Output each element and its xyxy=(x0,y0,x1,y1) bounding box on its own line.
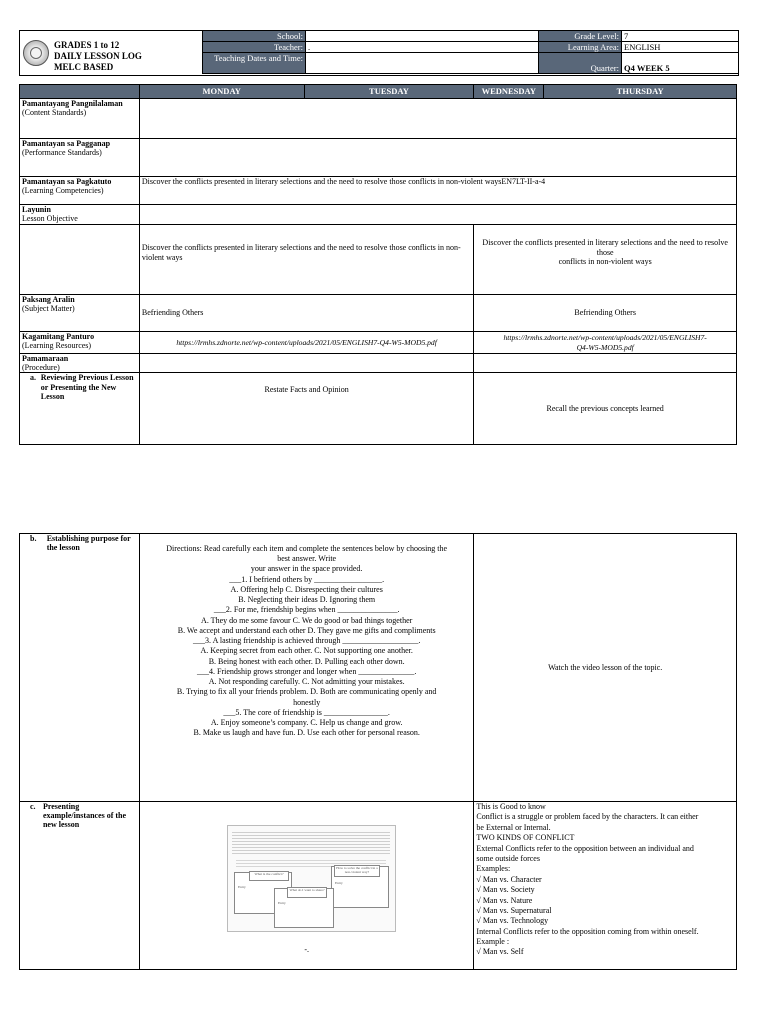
objective-line: Discover the conflicts presented in literary selections and the need to resolve those xyxy=(482,238,728,257)
label-sub: (Learning Competencies) xyxy=(22,186,104,196)
teacher-label: Teacher: xyxy=(203,42,306,53)
label-main: Pamamaraan xyxy=(22,354,69,363)
item-text: Establishing purpose for the lesson xyxy=(46,534,131,553)
directions-line: your answer in the space provided. xyxy=(250,564,363,574)
notes-line: √ Man vs. Society xyxy=(476,885,535,895)
title-line: MELC BASED xyxy=(54,61,114,72)
dates-label: Teaching Dates and Time: xyxy=(203,53,306,74)
solve-entry: Entry xyxy=(335,881,343,885)
presenting-wed-thu xyxy=(474,802,737,970)
choice-line: A. Offering help C. Disrespecting their cultures xyxy=(230,584,383,594)
solve-question: How to solve the conflict in a non-violent way? xyxy=(334,865,380,877)
content-standards-cell xyxy=(139,99,736,139)
choice-line: honestly xyxy=(293,697,321,707)
conflict-question: What is the conflict? xyxy=(249,871,289,881)
choice-line: A. They do me some favour C. We do good or bad things together xyxy=(201,615,413,625)
row-label-subject xyxy=(20,295,140,332)
quarter-value: Q4 WEEK 5 xyxy=(622,53,739,74)
purpose-mon-tue xyxy=(139,534,473,802)
subject-mon-tue: Befriending Others xyxy=(139,295,473,332)
choice-line: B. Make us laugh and have fun. D. Use each other for personal reason. xyxy=(193,728,420,738)
notes-line: √ Man vs. Self xyxy=(476,947,524,957)
notes-line: √ Man vs. Supernatural xyxy=(476,905,552,915)
notes-line: TWO KINDS OF CONFLICT xyxy=(476,833,575,843)
label-main: Layunin xyxy=(22,205,51,214)
choice-line: B. Neglecting their ideas D. Ignoring them xyxy=(238,595,376,605)
item-text: Reviewing Previous Lesson or Presenting the New Lesson xyxy=(40,373,134,401)
procedure-item xyxy=(22,802,137,830)
directions-line: Directions: Read carefully each item and complete the sentences below by choosing the xyxy=(166,544,448,553)
objective-header-cell xyxy=(139,205,736,225)
grade-label: Grade Level: xyxy=(539,31,622,42)
label-sub: (Subject Matter) xyxy=(22,304,75,314)
solve-box xyxy=(331,866,389,908)
share-box xyxy=(274,888,334,928)
day-header-tuesday: TUESDAY xyxy=(304,85,474,99)
school-label: School: xyxy=(203,31,306,42)
dates-value xyxy=(306,53,539,74)
document-title xyxy=(54,40,142,73)
subject-wed-thu: Befriending Others xyxy=(474,295,737,332)
notes-line: Conflict is a struggle or problem faced by the characters. It can either xyxy=(476,812,699,822)
row-label-purpose xyxy=(20,534,140,802)
notes-line: √ Man vs. Character xyxy=(476,874,542,884)
worksheet-image xyxy=(227,825,396,932)
grade-value: 7 xyxy=(622,31,739,42)
teacher-value: . xyxy=(306,42,539,53)
procedure-wed-thu xyxy=(474,354,737,373)
purpose-wed-thu: Watch the video lesson of the topic. xyxy=(474,534,737,802)
quarter-label: Quarter: xyxy=(539,53,622,74)
row-label-objective xyxy=(20,205,140,225)
item-text: Presenting example/instances of the new lesson xyxy=(42,802,127,830)
label-main: Pamantayan sa Pagganap xyxy=(22,139,111,148)
choice-line: A. Keeping secret from each other. C. Not supporting one another. xyxy=(200,646,413,656)
directions-line: best answer. Write xyxy=(277,554,337,564)
choice-line: A. Not responding carefully. C. Not admitting your mistakes. xyxy=(208,677,405,687)
row-label-presenting xyxy=(20,802,140,970)
notes-line: √ Man vs. Technology xyxy=(476,916,549,926)
row-label-competencies xyxy=(20,177,140,205)
day-header-wednesday: WEDNESDAY xyxy=(474,85,544,99)
notes-line: √ Man vs. Nature xyxy=(476,895,533,905)
label-main: Pamantayan sa Pagkatuto xyxy=(22,177,112,186)
objective-wed-thu xyxy=(474,225,737,295)
label-main: Kagamitang Panturo xyxy=(22,332,95,341)
label-main: Paksang Aralin xyxy=(22,295,75,304)
row-label-performance-standards xyxy=(20,139,140,177)
performance-standards-cell xyxy=(139,139,736,177)
competencies-cell: Discover the conflicts presented in literary selections and the need to resolve those conflicts in non-violent waysEN7LT-II-a-4 xyxy=(139,177,736,205)
link-line: https://lrmhs.zdnorte.net/wp-content/uploads/2021/05/ENGLISH7- xyxy=(503,333,707,343)
notes-line: some outside forces xyxy=(476,853,540,863)
objective-spacer xyxy=(20,225,140,295)
label-sub: Lesson Objective xyxy=(22,214,78,224)
label-sub: (Learning Resources) xyxy=(22,341,92,351)
worksheet-instructions xyxy=(232,830,390,856)
procedure-item xyxy=(22,534,137,552)
objective-mon-tue: Discover the conflicts presented in literary selections and the need to resolve those conflicts in non-violent ways xyxy=(139,225,473,295)
notes-line: be External or Internal. xyxy=(476,822,551,832)
item-letter: c. xyxy=(30,802,36,811)
question-line: ___3. A lasting friendship is achieved through ___________________. xyxy=(193,636,421,646)
review-mon-tue: Restate Facts and Opinion xyxy=(139,373,473,445)
title-line: GRADES 1 to 12 xyxy=(54,40,120,50)
label-sub: (Performance Standards) xyxy=(22,148,102,158)
review-wed-thu: Recall the previous concepts learned xyxy=(474,373,737,445)
item-letter: a. xyxy=(30,373,36,383)
choice-line: B. Trying to fix all your friends problem. D. Both are communicating openly and xyxy=(176,687,437,697)
label-main: Pamantayang Pangnilalaman xyxy=(22,99,123,108)
lesson-log-table-1 xyxy=(19,84,737,445)
area-value: ENGLISH xyxy=(622,42,739,53)
notes-line: Internal Conflicts refer to the opposition coming from within oneself. xyxy=(476,926,699,936)
share-entry: Entry xyxy=(278,901,286,905)
resources-mon-tue-link[interactable]: https://lrmhs.zdnorte.net/wp-content/uploads/2021/05/ENGLISH7-Q4-W5-MOD5.pdf xyxy=(139,332,473,354)
share-question: What do I want to share? xyxy=(287,887,327,898)
title-line: DAILY LESSON LOG xyxy=(54,50,142,61)
school-value xyxy=(306,31,539,42)
row-label-resources xyxy=(20,332,140,354)
link-line: Q4-W5-MOD5.pdf xyxy=(576,342,634,352)
label-sub: (Procedure) xyxy=(22,363,60,373)
day-header-thursday: THURSDAY xyxy=(544,85,737,99)
objective-line: conflicts in non-violent ways xyxy=(558,257,652,267)
question-line: ___1. I befriend others by _________________. xyxy=(229,574,385,584)
corner-cell xyxy=(20,85,140,99)
deped-seal-icon xyxy=(23,40,49,66)
procedure-mon-tue xyxy=(139,354,473,373)
header-info-table xyxy=(202,30,739,74)
day-header-monday: MONDAY xyxy=(139,85,304,99)
question-line: ___5. The core of friendship is ________________. xyxy=(223,707,390,717)
conflict-entry: Entry xyxy=(238,885,246,889)
area-label: Learning Area: xyxy=(539,42,622,53)
choice-line: B. Being honest with each other. D. Pulling each other down. xyxy=(208,656,405,666)
resources-wed-thu-link[interactable] xyxy=(474,332,737,354)
procedure-item xyxy=(22,373,137,401)
notes-line: Example : xyxy=(476,937,510,947)
label-sub: (Content Standards) xyxy=(22,108,87,118)
row-label-procedure xyxy=(20,354,140,373)
choice-line: A. Enjoy someone’s company. C. Help us change and grow. xyxy=(210,717,403,727)
row-label-content-standards xyxy=(20,99,140,139)
notes-line: This is Good to know xyxy=(476,802,546,811)
choice-line: B. We accept and understand each other D. They gave me gifts and compliments xyxy=(177,625,436,635)
question-line: ___2. For me, friendship begins when _______________. xyxy=(213,605,400,615)
header xyxy=(19,30,739,76)
worksheet-caption: -. xyxy=(304,945,310,955)
question-line: ___4. Friendship grows stronger and longer when ______________. xyxy=(197,666,417,676)
notes-line: Examples: xyxy=(476,864,511,874)
notes-line: External Conflicts refer to the opposition between an individual and xyxy=(476,843,694,853)
row-label-review xyxy=(20,373,140,445)
item-letter: b. xyxy=(30,534,37,543)
